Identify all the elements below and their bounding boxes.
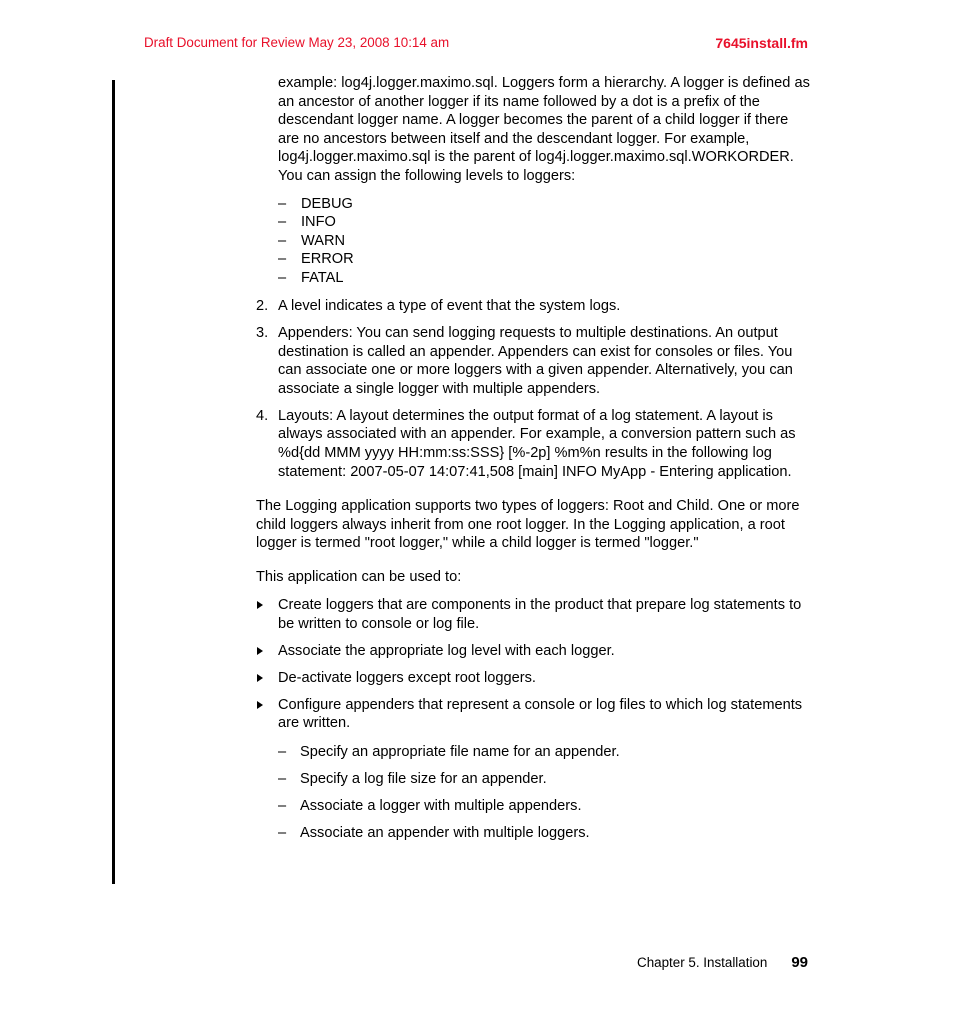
list-item: 2. A level indicates a type of event that the system logs. (256, 298, 621, 315)
item-number: 4. (256, 407, 269, 424)
dash-marker: – (278, 770, 287, 787)
bullet-triangle-icon (257, 601, 263, 609)
dash-marker: – (278, 824, 287, 841)
list-item: Configure appenders that represent a console or log files to which log statements are written. – Specify an appropriate file name for an appender. – Specify a log file size for an appender. – Associate a logger with multiple appenders. – Associate an appender with multiple loggers. (256, 696, 812, 842)
page-footer (637, 954, 808, 972)
dash-marker: – (278, 251, 287, 268)
dash-marker: – (278, 743, 287, 760)
draft-notice: Draft Document for Review May 23, 2008 10:14 am (144, 35, 450, 50)
logger-types-paragraph: The Logging application supports two types of loggers: Root and Child. One or more child loggers always inherit from one root logger. In the Logging application, a root logger is termed "root logger," while a child logger is termed "logger." (256, 498, 800, 552)
list-item: – Specify a log file size for an appender. (278, 770, 547, 787)
list-item: – WARN (278, 232, 346, 249)
list-item: – Associate a logger with multiple appenders. (278, 797, 582, 814)
list-item: 3. Appenders: You can send logging requests to multiple destinations. An output destination is called an appender. Appenders can exist for consoles or files. You can associate one or more loggers with a given appender. Alternatively, you can associate a single logger with multiple appenders. (256, 325, 793, 397)
list-item: Create loggers that are components in the product that prepare log statements to be written to console or log file. (256, 596, 812, 633)
bullet-list (256, 596, 812, 842)
change-bar (112, 80, 115, 884)
item-number: 2. (256, 298, 269, 315)
list-item: – Specify an appropriate file name for an appender. (278, 743, 620, 760)
continuation-paragraph: example: log4j.logger.maximo.sql. Loggers form a hierarchy. A logger is defined as an ancestor of another logger if its name followed by a dot is a prefix of the descendant logger name. A logger becomes the parent of a child logger if there are no ancestors between itself and the descendant logger. For example, log4j.logger.maximo.sql is the parent of log4j.logger.maximo.sql.WORKORDER. You can assign the following levels to loggers: (278, 75, 810, 184)
list-item: 4. Layouts: A layout determines the output format of a log statement. A layout is always associated with an appender. For example, a conversion pattern such as %d{dd MMM yyyy HH:mm:ss:SSS} [%-2p] %m%n results in the following log statement: 2007-05-07 14:07:41,508 [main] INFO MyApp - Entering application. (256, 407, 796, 480)
page-number: 99 (791, 954, 808, 971)
list-item: – DEBUG (278, 195, 353, 212)
list-item: – Associate an appender with multiple loggers. (278, 824, 590, 841)
bullet-triangle-icon (257, 647, 263, 655)
file-name: 7645install.fm (715, 35, 808, 51)
dash-marker: – (278, 214, 287, 231)
dash-marker: – (278, 232, 287, 249)
list-item: Associate the appropriate log level with each logger. (256, 642, 812, 661)
list-item: – ERROR (278, 251, 354, 268)
chapter-title: Chapter 5. Installation (637, 955, 768, 970)
bullet-triangle-icon (257, 674, 263, 682)
appender-subtask-list (278, 743, 812, 843)
list-item: De-activate loggers except root loggers. (256, 669, 812, 688)
list-item: – INFO (278, 214, 336, 231)
dash-marker: – (278, 195, 287, 212)
dash-marker: – (278, 797, 287, 814)
item-number: 3. (256, 325, 269, 342)
bullet-triangle-icon (257, 701, 263, 709)
list-item: – FATAL (278, 269, 344, 286)
dash-marker: – (278, 269, 287, 286)
log-level-list (278, 195, 812, 288)
numbered-list (256, 297, 812, 481)
usage-intro: This application can be used to: (256, 569, 462, 586)
page-content (256, 74, 812, 842)
